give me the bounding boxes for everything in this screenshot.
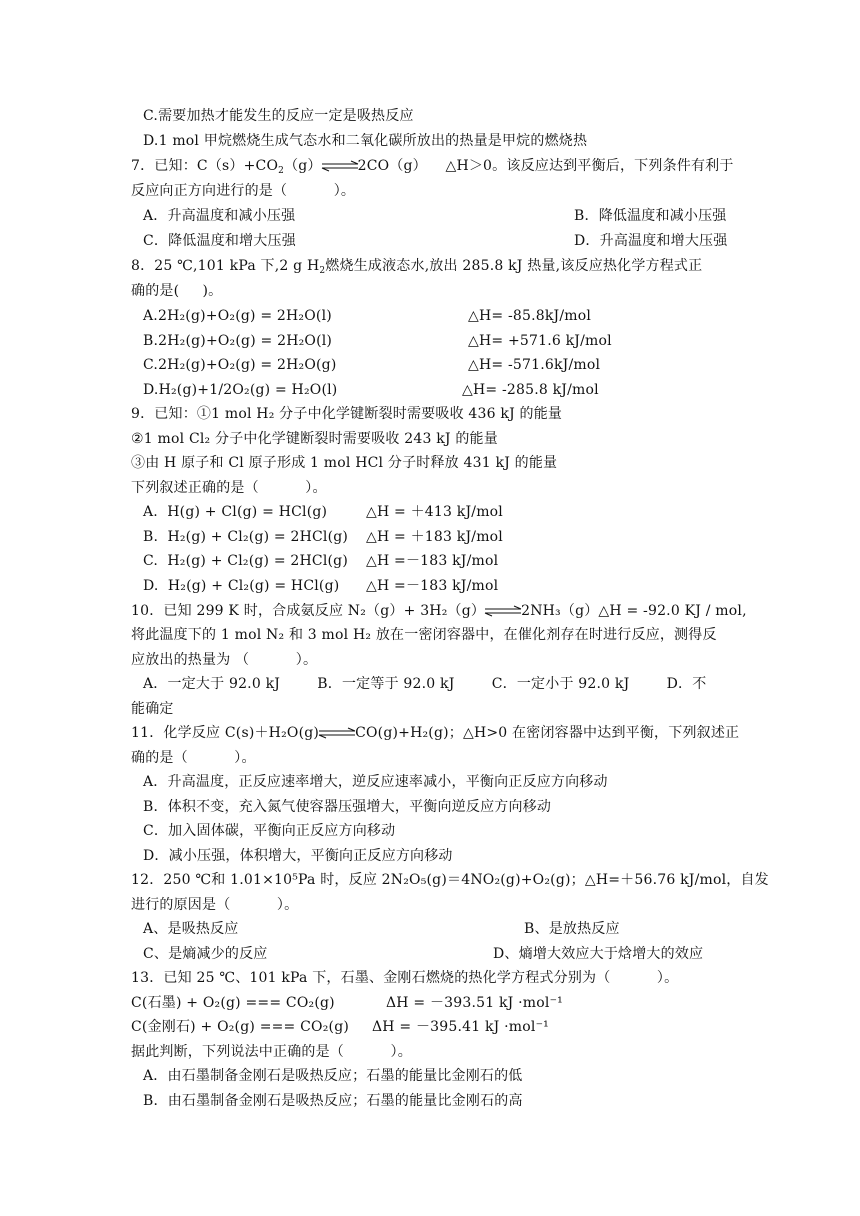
q10-options-wrap: 能确定 bbox=[131, 701, 174, 717]
q13-option-b: B．由石墨制备金刚石是吸热反应；石墨的能量比金刚石的高 bbox=[143, 1093, 523, 1109]
q9-option-b-enthalpy: △H = ＋183 kJ/mol bbox=[366, 529, 503, 545]
q10-stem-line2: 将此温度下的 1 mol N₂ 和 3 mol H₂ 放在一密闭容器中，在催化剂存在时进行反应，测得反 bbox=[131, 627, 717, 643]
q8-option-c-equation: C.2H₂(g)+O₂(g) = 2H₂O(g) bbox=[143, 357, 337, 373]
q9-stem-line1: 9．已知：①1 mol H₂ 分子中化学键断裂时需要吸收 436 kJ 的能量 bbox=[131, 406, 563, 422]
q9-option-d-equation: D. H₂(g) + Cl₂(g) = HCl(g) bbox=[143, 578, 340, 594]
q8-stem-b: 燃烧生成液态水,放出 285.8 kJ 热量,该反应热化学方程式正 bbox=[325, 258, 703, 274]
q12-option-d: D、熵增大效应大于焓增大的效应 bbox=[493, 946, 704, 962]
q6-option-c: C.需要加热才能发生的反应一定是吸热反应 bbox=[143, 108, 414, 124]
q12-option-c: C、是熵减少的反应 bbox=[143, 946, 268, 962]
q8-stem-a: 8．25 ℃,101 kPa 下,2 g H bbox=[131, 258, 320, 274]
q7-stem-prefix: 7．已知：C（s）+CO bbox=[131, 158, 279, 174]
q8-stem-line1: 8．25 ℃,101 kPa 下,2 g $H_2$燃烧生成液态水,放出 285.8 kJ 热量,该反应热化学方程式正 bbox=[131, 258, 703, 276]
q12-option-a: A、是吸热反应 bbox=[143, 921, 239, 937]
q10-stem-line3: 应放出的热量为 （ ）。 bbox=[131, 652, 318, 668]
q9-option-a-enthalpy: △H = ＋413 kJ/mol bbox=[366, 504, 503, 520]
q10-stem-a: 10．已知 299 K 时，合成氨反应 N₂（g）+ 3H₂（g） bbox=[131, 603, 486, 619]
q7-option-b: B．降低温度和减小压强 bbox=[574, 208, 727, 224]
q6-option-d: D.1 mol 甲烷燃烧生成气态水和二氧化碳所放出的热量是甲烷的燃烧热 bbox=[143, 133, 588, 149]
q13-enthalpy-graphite: ΔH = －393.51 kJ ·mol⁻¹ bbox=[386, 995, 563, 1011]
q11-stem-line2: 确的是（ ）。 bbox=[131, 750, 256, 766]
equilibrium-arrow-icon bbox=[317, 727, 357, 739]
q11-stem-line1 bbox=[131, 724, 739, 742]
q7-option-a: A．升高温度和减小压强 bbox=[143, 208, 296, 224]
q13-equation-graphite: C(石墨) + O₂(g) === CO₂(g) bbox=[131, 995, 335, 1011]
q11-option-a: A．升高温度，正反应速率增大，逆反应速率减小，平衡向正反应方向移动 bbox=[143, 774, 608, 790]
q12-option-b: B、是放热反应 bbox=[524, 921, 620, 937]
q7-stem-rest: 2CO（g） △H＞0。该反应达到平衡后，下列条件有利于 bbox=[357, 158, 734, 174]
q12-stem-line1: 12．250 ℃和 1.01×10⁵Pa 时，反应 2N₂O₅(g)＝4NO₂(g)+O₂(g)；△H=＋56.76 kJ/mol，自发 bbox=[131, 872, 769, 888]
q7-stem-line1: 7．已知：$C(s)+CO_2(g)$ 2CO（g） △H＞0。该反应达到平衡后，下列条件有利于 bbox=[131, 158, 734, 176]
q9-stem-line4: 下列叙述正确的是（ ）。 bbox=[131, 480, 327, 496]
q8-option-b-enthalpy: △H= +571.6 kJ/mol bbox=[468, 333, 612, 349]
q9-option-b-equation: B. H₂(g) + Cl₂(g) = 2HCl(g) bbox=[143, 529, 349, 545]
q8-option-a-enthalpy: △H= -85.8kJ/mol bbox=[468, 308, 592, 324]
equilibrium-arrow-icon bbox=[320, 160, 360, 172]
q10-options: A．一定大于 92.0 kJ B．一定等于 92.0 kJ C．一定小于 92.0 kJ D．不 bbox=[143, 676, 707, 692]
q10-stem-line1 bbox=[131, 602, 747, 620]
q11-option-d: D．减小压强，体积增大，平衡向正反应方向移动 bbox=[143, 848, 453, 864]
q11-stem-b: CO(g)+H₂(g)；△H>0 在密闭容器中达到平衡，下列叙述正 bbox=[355, 725, 740, 741]
q9-option-c-enthalpy: △H =－183 kJ/mol bbox=[366, 553, 499, 569]
q11-option-b: B．体积不变，充入氮气使容器压强增大，平衡向逆反应方向移动 bbox=[143, 799, 552, 815]
q8-stem-line2: 确的是( )。 bbox=[131, 283, 223, 299]
q8-option-c-enthalpy: △H= -571.6kJ/mol bbox=[468, 357, 601, 373]
q8-option-d-enthalpy: △H= -285.8 kJ/mol bbox=[462, 382, 599, 398]
q8-option-d-equation: D.H₂(g)+1/2O₂(g) = H₂O(l) bbox=[143, 382, 338, 398]
q9-stem-line2: ②1 mol Cl₂ 分子中化学键断裂时需要吸收 243 kJ 的能量 bbox=[131, 431, 498, 447]
q10-stem-b: 2NH₃（g）△H = -92.0 KJ / mol, bbox=[521, 603, 747, 619]
q11-option-c: C．加入固体碳，平衡向正反应方向移动 bbox=[143, 823, 396, 839]
q7-stem-g: （g） bbox=[284, 158, 322, 174]
q7-stem-line2: 反应向正方向进行的是（ ）。 bbox=[131, 183, 356, 199]
q9-stem-line3: ③由 H 原子和 Cl 原子形成 1 mol HCl 分子时释放 431 kJ 的能量 bbox=[131, 455, 558, 471]
q7-option-c: C．降低温度和增大压强 bbox=[143, 233, 296, 249]
q8-option-a-equation: A.2H₂(g)+O₂(g) = 2H₂O(l) bbox=[143, 308, 332, 324]
q13-stem-line1: 13．已知 25 ℃、101 kPa 下，石墨、金刚石燃烧的热化学方程式分别为（ ）。 bbox=[131, 970, 679, 986]
q13-enthalpy-diamond: ΔH = －395.41 kJ ·mol⁻¹ bbox=[372, 1019, 549, 1035]
q7-option-d: D．升高温度和增大压强 bbox=[574, 233, 728, 249]
equilibrium-arrow-icon bbox=[483, 605, 523, 617]
q13-equation-diamond: C(金刚石) + O₂(g) === CO₂(g) bbox=[131, 1019, 350, 1035]
q9-option-c-equation: C. H₂(g) + Cl₂(g) = 2HCl(g) bbox=[143, 553, 349, 569]
q13-stem-line4: 据此判断，下列说法中正确的是（ ）。 bbox=[131, 1044, 412, 1060]
q13-option-a: A．由石墨制备金刚石是吸热反应；石墨的能量比金刚石的低 bbox=[143, 1068, 523, 1084]
q9-option-d-enthalpy: △H =－183 kJ/mol bbox=[366, 578, 499, 594]
q11-stem-a: 11．化学反应 C(s)＋H₂O(g) bbox=[131, 725, 320, 741]
q8-option-b-equation: B.2H₂(g)+O₂(g) = 2H₂O(l) bbox=[143, 333, 333, 349]
q12-stem-line2: 进行的原因是（ ）。 bbox=[131, 897, 299, 913]
q9-option-a-equation: A. H(g) + Cl(g) = HCl(g) bbox=[143, 504, 328, 520]
